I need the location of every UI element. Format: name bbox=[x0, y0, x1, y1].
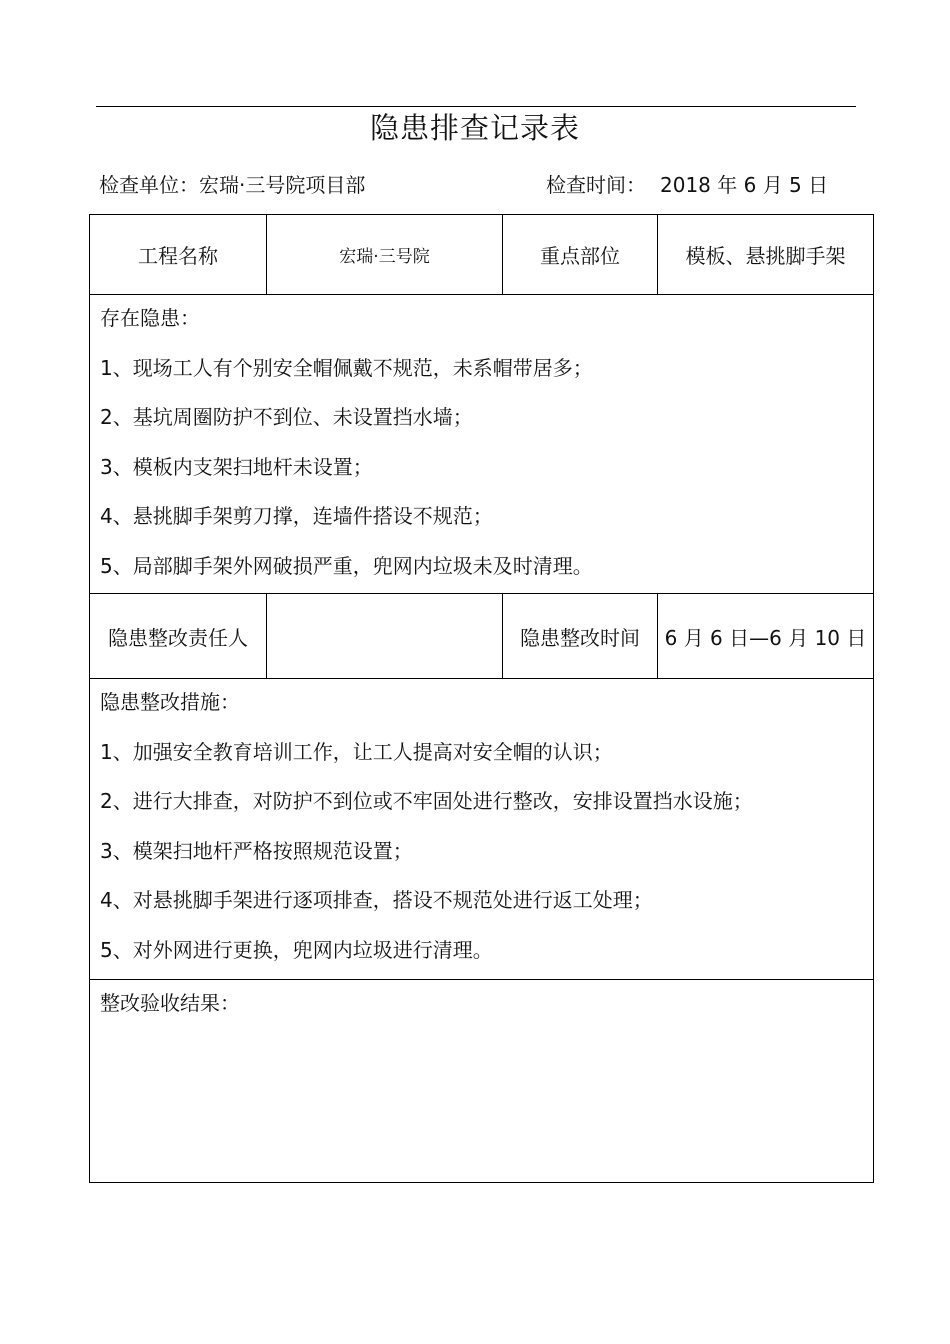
hazard-item: 4、悬挑脚手架剪刀撑，连墙件搭设不规范； bbox=[100, 504, 493, 528]
hazards-row bbox=[90, 295, 874, 594]
hazard-item: 5、局部脚手架外网破损严重，兜网内垃圾未及时清理。 bbox=[100, 553, 593, 578]
record-table bbox=[89, 214, 874, 1183]
measures-cell bbox=[90, 679, 874, 980]
measures-heading: 隐患整改措施： bbox=[100, 690, 240, 714]
measure-item: 2、进行大排查，对防护不到位或不牢固处进行整改，安排设置挡水设施； bbox=[100, 789, 753, 813]
measure-item: 1、加强安全教育培训工作，让工人提高对安全帽的认识； bbox=[100, 739, 613, 764]
project-row bbox=[90, 215, 874, 295]
measures-row bbox=[90, 679, 874, 980]
project-name-label: 工程名称 bbox=[90, 215, 267, 295]
measure-item: 5、对外网进行更换，兜网内垃圾进行清理。 bbox=[100, 937, 493, 962]
responsible-person-value bbox=[267, 594, 503, 679]
inspection-time-label: 检查时间： bbox=[546, 173, 646, 197]
hazard-item: 1、现场工人有个别安全帽佩戴不规范，未系帽带居多； bbox=[100, 355, 593, 380]
inspection-unit-value: 宏瑞·三号院项目部 bbox=[199, 173, 366, 197]
hazards-heading: 存在隐患： bbox=[100, 306, 200, 330]
acceptance-row bbox=[90, 980, 874, 1183]
acceptance-heading: 整改验收结果： bbox=[100, 991, 240, 1015]
measure-item: 4、对悬挑脚手架进行逐项排查，搭设不规范处进行返工处理； bbox=[100, 888, 653, 912]
hazard-item: 3、模板内支架扫地杆未设置； bbox=[100, 454, 373, 479]
measure-item: 3、模架扫地杆严格按照规范设置； bbox=[100, 838, 413, 863]
focus-area-value: 模板、悬挑脚手架 bbox=[658, 215, 874, 295]
inspection-unit bbox=[99, 170, 365, 200]
header-rule bbox=[96, 106, 856, 107]
inspection-time-value: 2018 年 6 月 5 日 bbox=[660, 173, 829, 197]
rectification-time-label: 隐患整改时间 bbox=[503, 594, 658, 679]
hazard-item: 2、基坑周圈防护不到位、未设置挡水墙； bbox=[100, 405, 473, 429]
inspection-unit-label: 检查单位： bbox=[99, 173, 199, 197]
focus-area-label: 重点部位 bbox=[503, 215, 658, 295]
document-title: 隐患排查记录表 bbox=[369, 111, 580, 145]
hazards-cell bbox=[90, 295, 874, 594]
project-name-value: 宏瑞·三号院 bbox=[267, 215, 503, 295]
rectification-time-value: 6 月 6 日—6 月 10 日 bbox=[658, 594, 874, 679]
inspection-time bbox=[546, 170, 828, 200]
responsible-person-label: 隐患整改责任人 bbox=[90, 594, 267, 679]
rectification-row bbox=[90, 594, 874, 679]
acceptance-cell bbox=[90, 980, 874, 1183]
